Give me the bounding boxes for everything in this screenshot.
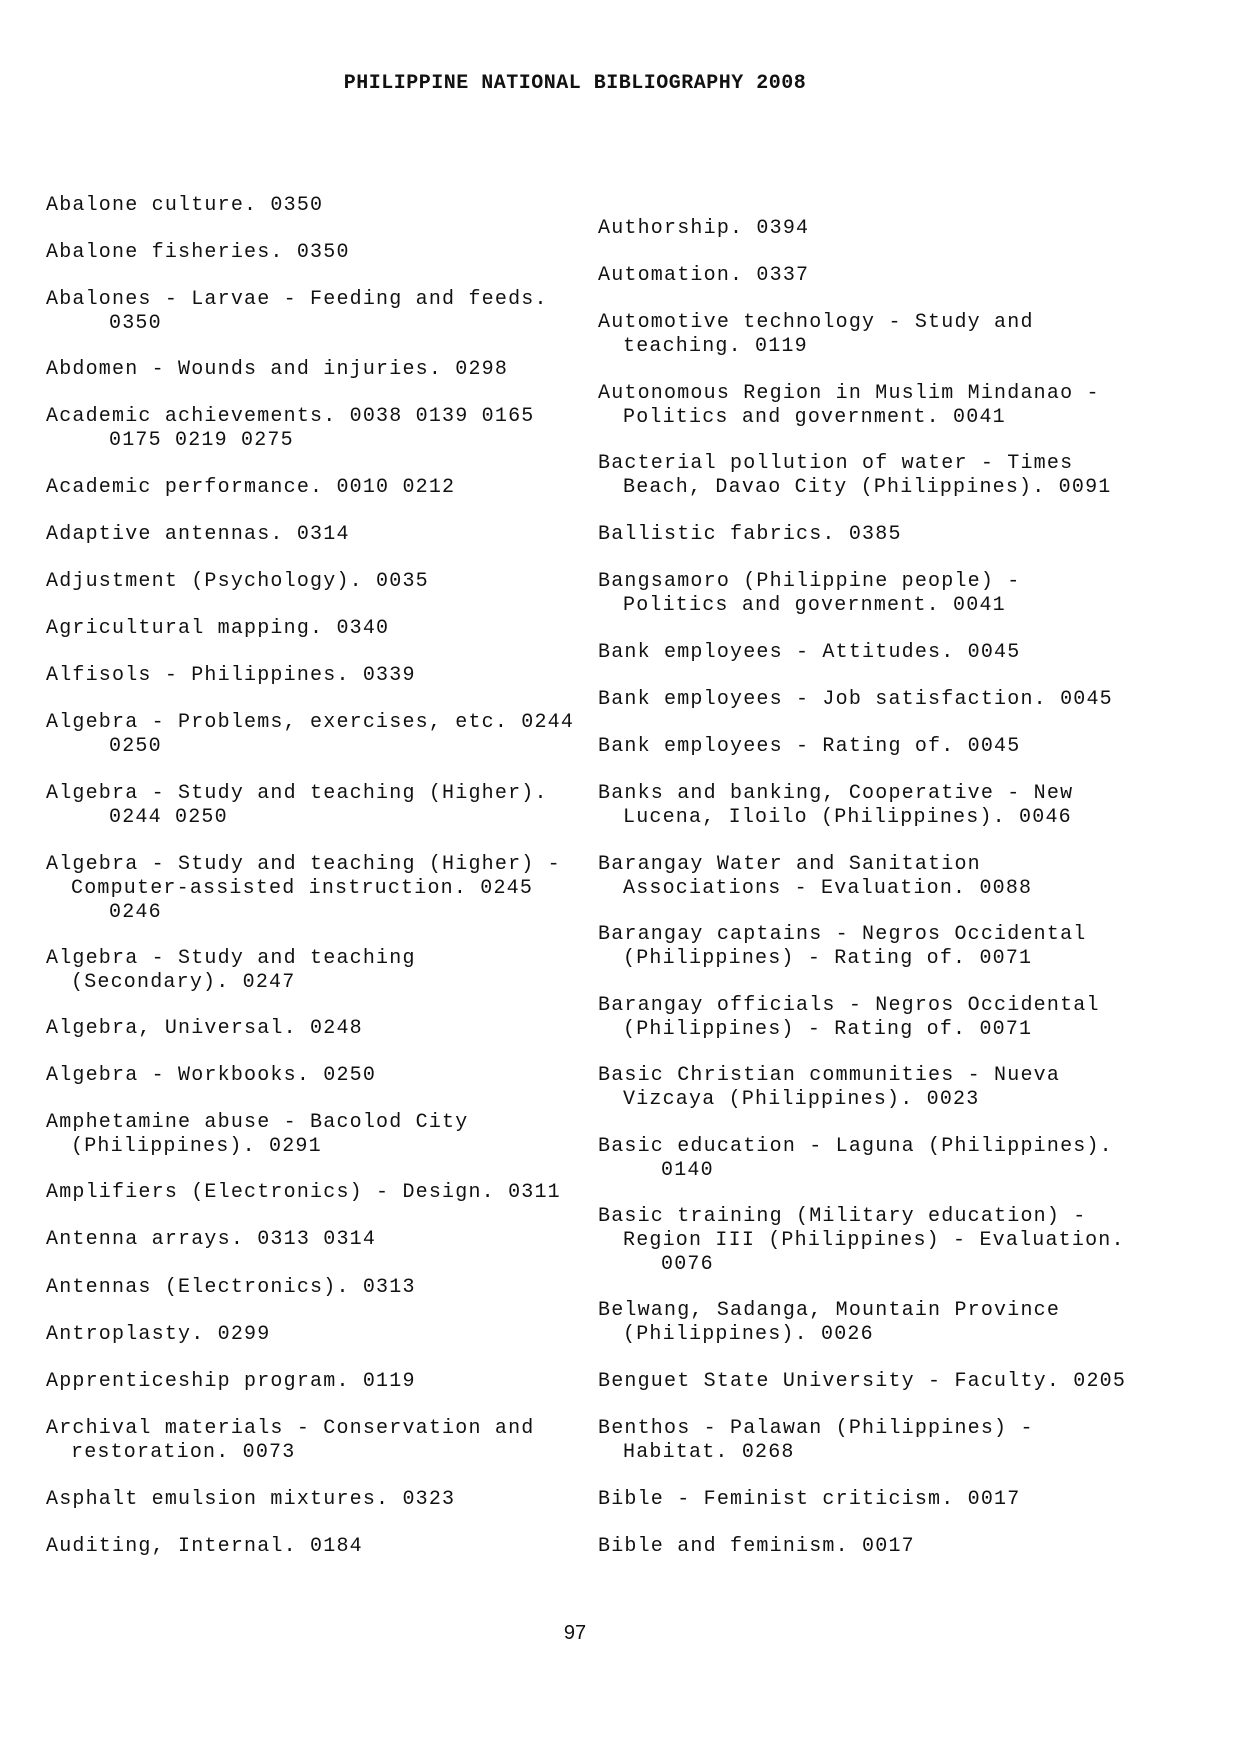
index-entry xyxy=(46,1228,606,1252)
entry-line: Barangay Water and Sanitation xyxy=(598,853,981,876)
entry-line: Algebra - Problems, exercises, etc. 0244 xyxy=(46,711,575,734)
entry-line: Authorship. 0394 xyxy=(598,217,810,240)
index-entry xyxy=(598,1135,1158,1183)
entry-line: Algebra - Study and teaching (Higher). xyxy=(46,782,548,805)
entry-line: Algebra - Workbooks. 0250 xyxy=(46,1064,377,1087)
entry-line: Politics and government. 0041 xyxy=(623,406,1006,429)
entry-line: Academic performance. 0010 0212 xyxy=(46,476,456,499)
entry-line: Autonomous Region in Muslim Mindanao - xyxy=(598,382,1100,405)
entry-line: (Philippines). 0026 xyxy=(623,1323,874,1346)
entry-line: 0140 xyxy=(661,1159,714,1182)
entry-line: (Philippines) - Rating of. 0071 xyxy=(623,1018,1033,1041)
index-entry xyxy=(46,1323,606,1347)
entry-line: (Philippines) - Rating of. 0071 xyxy=(623,947,1033,970)
index-entry xyxy=(46,1276,606,1300)
entry-line: Benthos - Palawan (Philippines) - xyxy=(598,1417,1034,1440)
entry-line: 0350 xyxy=(109,312,162,335)
page-number: 97 xyxy=(563,1622,587,1644)
entry-line: 0076 xyxy=(661,1253,714,1276)
index-entry xyxy=(46,1111,606,1159)
entry-line: Algebra - Study and teaching (Higher) - xyxy=(46,853,561,876)
entry-line: (Philippines). 0291 xyxy=(71,1135,322,1158)
entry-line: Asphalt emulsion mixtures. 0323 xyxy=(46,1488,456,1511)
entry-line: Amplifiers (Electronics) - Design. 0311 xyxy=(46,1181,561,1204)
index-entry xyxy=(598,523,1158,547)
index-entry xyxy=(598,641,1158,665)
entry-line: Abalones - Larvae - Feeding and feeds. xyxy=(46,288,548,311)
entry-line: Bible - Feminist criticism. 0017 xyxy=(598,1488,1021,1511)
entry-line: 0244 0250 xyxy=(109,806,228,829)
index-entry xyxy=(46,947,606,995)
index-entry xyxy=(46,476,606,500)
index-entry xyxy=(598,688,1158,712)
entry-line: Basic training (Military education) - xyxy=(598,1205,1087,1228)
index-entry xyxy=(46,288,606,336)
index-entry xyxy=(46,1488,606,1512)
index-entry xyxy=(46,358,606,382)
index-entry xyxy=(598,382,1158,430)
entry-line: Amphetamine abuse - Bacolod City xyxy=(46,1111,469,1134)
index-entry xyxy=(46,194,606,218)
entry-line: Abdomen - Wounds and injuries. 0298 xyxy=(46,358,509,381)
entry-line: Automotive technology - Study and xyxy=(598,311,1034,334)
entry-line: Algebra - Study and teaching xyxy=(46,947,416,970)
entry-line: Barangay officials - Negros Occidental xyxy=(598,994,1100,1017)
entry-line: Bangsamoro (Philippine people) - xyxy=(598,570,1021,593)
index-entry xyxy=(46,523,606,547)
index-entry xyxy=(46,1370,606,1394)
entry-line: Beach, Davao City (Philippines). 0091 xyxy=(623,476,1112,499)
index-entry xyxy=(46,570,606,594)
index-entry xyxy=(598,1417,1158,1465)
entry-line: Belwang, Sadanga, Mountain Province xyxy=(598,1299,1061,1322)
entry-line: Auditing, Internal. 0184 xyxy=(46,1535,363,1558)
entry-line: 0246 xyxy=(109,901,162,924)
entry-line: (Secondary). 0247 xyxy=(71,971,296,994)
entry-line: Basic education - Laguna (Philippines). xyxy=(598,1135,1113,1158)
entry-line: Politics and government. 0041 xyxy=(623,594,1006,617)
index-entry xyxy=(598,1370,1158,1394)
index-entry xyxy=(46,853,606,925)
index-entry xyxy=(598,1064,1158,1112)
index-entry xyxy=(46,617,606,641)
entry-line: Agricultural mapping. 0340 xyxy=(46,617,390,640)
entry-line: Banks and banking, Cooperative - New xyxy=(598,782,1074,805)
entry-line: 0175 0219 0275 xyxy=(109,429,294,452)
page-title: PHILIPPINE NATIONAL BIBLIOGRAPHY 2008 xyxy=(343,72,807,95)
index-entry xyxy=(46,782,606,830)
index-entry xyxy=(598,264,1158,288)
entry-line: Adaptive antennas. 0314 xyxy=(46,523,350,546)
index-entry xyxy=(598,1488,1158,1512)
index-entry xyxy=(598,994,1158,1042)
entry-line: Vizcaya (Philippines). 0023 xyxy=(623,1088,980,1111)
index-entry xyxy=(46,711,606,759)
entry-line: Associations - Evaluation. 0088 xyxy=(623,877,1033,900)
index-entry xyxy=(46,405,606,453)
entry-line: Region III (Philippines) - Evaluation. xyxy=(623,1229,1125,1252)
index-entry xyxy=(598,311,1158,359)
entry-line: Barangay captains - Negros Occidental xyxy=(598,923,1087,946)
entry-line: Ballistic fabrics. 0385 xyxy=(598,523,902,546)
index-entry xyxy=(598,570,1158,618)
entry-line: Computer-assisted instruction. 0245 xyxy=(71,877,534,900)
entry-line: Bank employees - Rating of. 0045 xyxy=(598,735,1021,758)
index-entry xyxy=(46,1064,606,1088)
entry-line: teaching. 0119 xyxy=(623,335,808,358)
index-entry xyxy=(598,782,1158,830)
entry-line: restoration. 0073 xyxy=(71,1441,296,1464)
entry-line: Antenna arrays. 0313 0314 xyxy=(46,1228,377,1251)
index-entry xyxy=(598,735,1158,759)
entry-line: Bank employees - Attitudes. 0045 xyxy=(598,641,1021,664)
index-entry xyxy=(598,853,1158,901)
entry-line: Benguet State University - Faculty. 0205 xyxy=(598,1370,1127,1393)
entry-line: Alfisols - Philippines. 0339 xyxy=(46,664,416,687)
entry-line: Bank employees - Job satisfaction. 0045 xyxy=(598,688,1113,711)
entry-line: Abalone culture. 0350 xyxy=(46,194,324,217)
entry-line: Academic achievements. 0038 0139 0165 xyxy=(46,405,535,428)
index-entry xyxy=(598,1205,1158,1277)
entry-line: Abalone fisheries. 0350 xyxy=(46,241,350,264)
index-entry xyxy=(46,664,606,688)
entry-line: Basic Christian communities - Nueva xyxy=(598,1064,1061,1087)
entry-line: Apprenticeship program. 0119 xyxy=(46,1370,416,1393)
entry-line: Lucena, Iloilo (Philippines). 0046 xyxy=(623,806,1072,829)
entry-line: Bible and feminism. 0017 xyxy=(598,1535,915,1558)
index-entry xyxy=(598,1535,1158,1559)
index-entry xyxy=(598,923,1158,971)
index-entry xyxy=(598,452,1158,500)
entry-line: Antroplasty. 0299 xyxy=(46,1323,271,1346)
index-entry xyxy=(46,1017,606,1041)
entry-line: Bacterial pollution of water - Times xyxy=(598,452,1074,475)
index-entry xyxy=(46,1181,606,1205)
entry-line: Adjustment (Psychology). 0035 xyxy=(46,570,429,593)
entry-line: Archival materials - Conservation and xyxy=(46,1417,535,1440)
index-entry xyxy=(46,1535,606,1559)
index-entry xyxy=(598,217,1158,241)
index-entry xyxy=(598,1299,1158,1347)
entry-line: Automation. 0337 xyxy=(598,264,810,287)
entry-line: Habitat. 0268 xyxy=(623,1441,795,1464)
entry-line: 0250 xyxy=(109,735,162,758)
index-entry xyxy=(46,1417,606,1465)
entry-line: Antennas (Electronics). 0313 xyxy=(46,1276,416,1299)
entry-line: Algebra, Universal. 0248 xyxy=(46,1017,363,1040)
index-entry xyxy=(46,241,606,265)
